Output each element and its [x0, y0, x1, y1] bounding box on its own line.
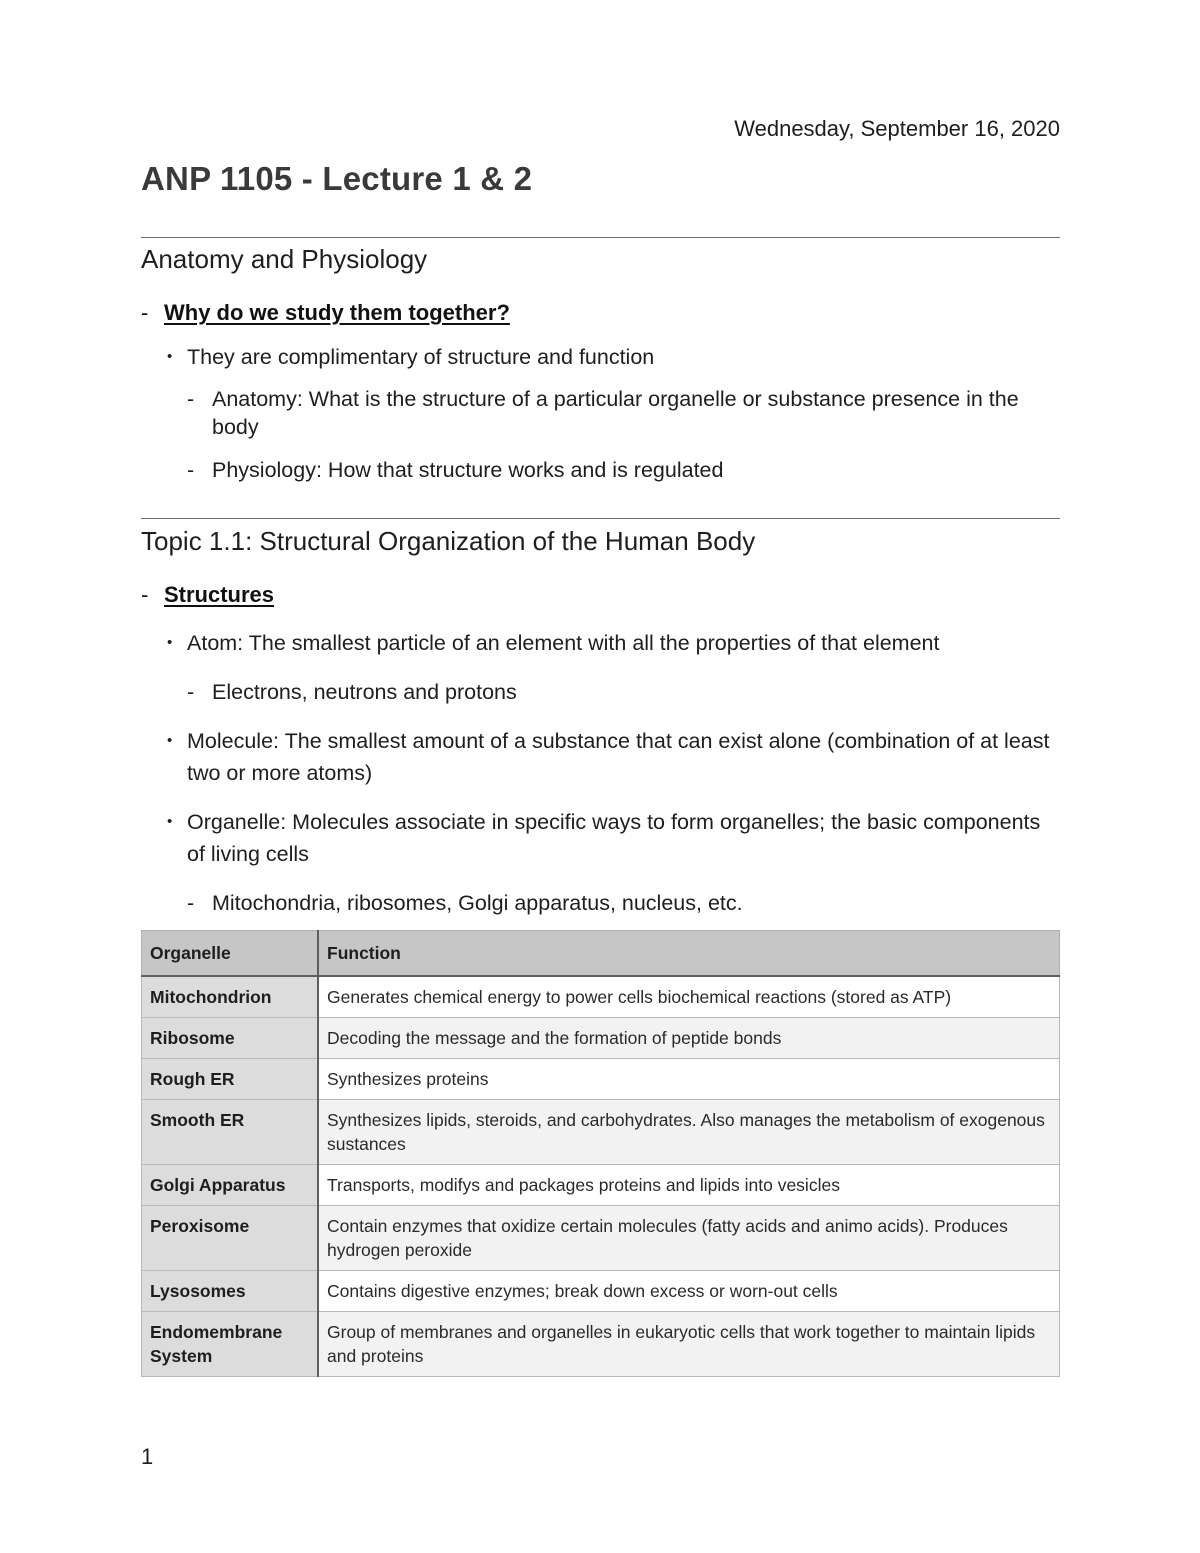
page-title: ANP 1105 - Lecture 1 & 2	[141, 160, 533, 197]
section-heading-anatomy: Anatomy and Physiology	[141, 244, 428, 274]
organelle-cell: Lysosomes	[142, 1271, 319, 1312]
bullet-atom	[167, 627, 1060, 659]
sub-item-physiology	[187, 456, 1060, 484]
function-cell: Synthesizes lipids, steroids, and carbohydrates. Also manages the metabolism of exogenous sustances	[318, 1100, 1060, 1165]
function-cell: Contains digestive enzymes; break down excess or worn-out cells	[318, 1271, 1060, 1312]
organelle-cell: Mitochondrion	[142, 976, 319, 1018]
bullet-molecule	[167, 725, 1060, 789]
sub-item-text: Mitochondria, ribosomes, Golgi apparatus, nucleus, etc.	[212, 891, 743, 915]
organelle-cell: Smooth ER	[142, 1100, 319, 1165]
sub-item-atom	[187, 678, 1060, 706]
dash-marker: -	[187, 891, 195, 915]
page-number: 1	[141, 1444, 154, 1469]
table-row	[142, 1100, 1060, 1165]
sub-item-text: Anatomy: What is the structure of a particular organelle or substance presence in the body	[212, 387, 1019, 439]
column-header-function: Function	[318, 931, 1060, 977]
section-divider	[141, 518, 1060, 519]
document-page	[141, 0, 1060, 1553]
sub-item-organelle	[187, 889, 1060, 917]
function-cell: Contain enzymes that oxidize certain molecules (fatty acids and animo acids). Produces hydrogen peroxide	[318, 1206, 1060, 1271]
dash-marker: -	[187, 387, 195, 411]
section-divider	[141, 237, 1060, 238]
table-header-row	[142, 931, 1060, 977]
bullet-marker: •	[167, 634, 173, 651]
sub-item-anatomy	[187, 385, 1060, 441]
bullet-text: They are complimentary of structure and function	[187, 345, 655, 369]
dash-marker: -	[141, 300, 149, 325]
organelle-cell: Endomembrane System	[142, 1312, 319, 1377]
lecture-date: Wednesday, September 16, 2020	[734, 116, 1060, 141]
organelle-table	[141, 930, 1060, 1377]
structures-label: Structures	[164, 582, 275, 607]
question-item	[141, 300, 510, 326]
function-cell: Transports, modifys and packages proteins and lipids into vesicles	[318, 1165, 1060, 1206]
sub-item-text: Physiology: How that structure works and is regulated	[212, 458, 724, 482]
function-cell: Synthesizes proteins	[318, 1059, 1060, 1100]
bullet-marker: •	[167, 813, 173, 830]
table-row	[142, 976, 1060, 1018]
bullet-text: Organelle: Molecules associate in specific ways to form organelles; the basic components of living cells	[187, 810, 1041, 866]
organelle-cell: Peroxisome	[142, 1206, 319, 1271]
bullet-item	[167, 341, 1060, 373]
dash-marker: -	[187, 458, 195, 482]
bullet-marker: •	[167, 732, 173, 749]
table-row	[142, 1059, 1060, 1100]
organelle-cell: Ribosome	[142, 1018, 319, 1059]
bullet-marker: •	[167, 348, 173, 365]
dash-marker: -	[141, 582, 149, 607]
function-cell: Generates chemical energy to power cells biochemical reactions (stored as ATP)	[318, 976, 1060, 1018]
sub-item-text: Electrons, neutrons and protons	[212, 680, 517, 704]
question-text: Why do we study them together?	[164, 300, 510, 325]
section-heading-topic: Topic 1.1: Structural Organization of the Human Body	[141, 526, 756, 556]
organelle-cell: Golgi Apparatus	[142, 1165, 319, 1206]
organelle-cell: Rough ER	[142, 1059, 319, 1100]
column-header-organelle: Organelle	[142, 931, 319, 977]
function-cell: Decoding the message and the formation of peptide bonds	[318, 1018, 1060, 1059]
table-row	[142, 1312, 1060, 1377]
table-row	[142, 1018, 1060, 1059]
function-cell: Group of membranes and organelles in eukaryotic cells that work together to maintain lipids and proteins	[318, 1312, 1060, 1377]
bullet-organelle	[167, 806, 1060, 870]
table-row	[142, 1206, 1060, 1271]
table-row	[142, 1271, 1060, 1312]
table-row	[142, 1165, 1060, 1206]
bullet-text: Atom: The smallest particle of an element with all the properties of that element	[187, 631, 940, 655]
dash-marker: -	[187, 680, 195, 704]
structures-item	[141, 582, 274, 608]
bullet-text: Molecule: The smallest amount of a substance that can exist alone (combination of at least two or more atoms)	[187, 729, 1050, 785]
